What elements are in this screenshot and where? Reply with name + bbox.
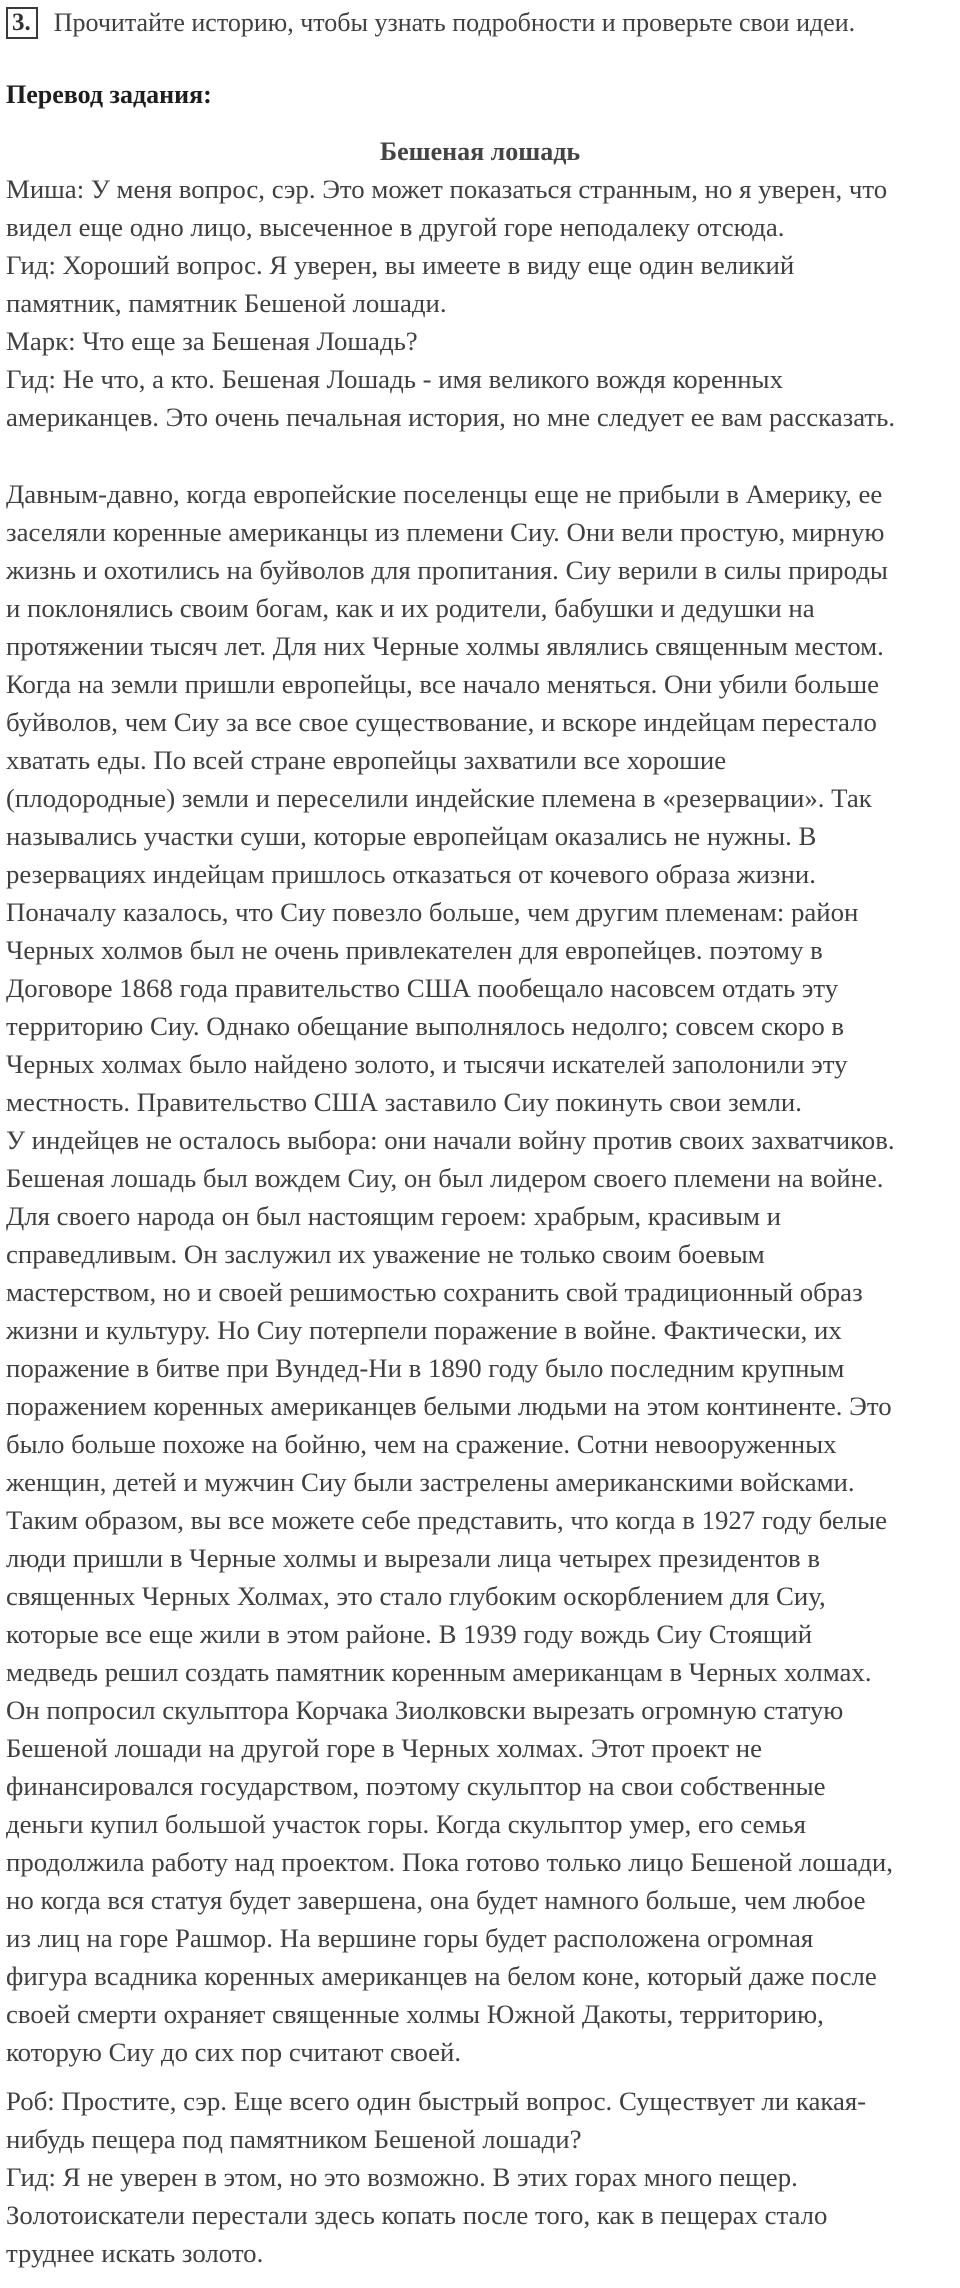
text-line: жизни и культуру. Но Сиу потерпели поражение в войне. Фактически, их bbox=[6, 1315, 842, 1345]
task-number-badge: 3. bbox=[6, 7, 38, 39]
text-line: назывались участки суши, которые европейцам оказались не нужны. В bbox=[6, 821, 817, 851]
text-line: Роб: Простите, сэр. Еще всего один быстрый вопрос. Существует ли какая- bbox=[6, 2086, 867, 2116]
text-line: женщин, детей и мужчин Сиу были застрелены американскими войсками. bbox=[6, 1467, 855, 1497]
dialogue-intro bbox=[6, 170, 958, 436]
text-line: Поначалу казалось, что Сиу повезло больше, чем другим племенам: район bbox=[6, 897, 859, 927]
dialogue-outro bbox=[6, 2082, 958, 2272]
text-line: мастерством, но и своей решимостью сохранить свой традиционный образ bbox=[6, 1277, 863, 1307]
text-line: которые все еще жили в этом районе. В 1939 году вождь Сиу Стоящий bbox=[6, 1619, 813, 1649]
task-header bbox=[6, 6, 855, 40]
text-line: которую Сиу до сих пор считают своей. bbox=[6, 2037, 462, 2067]
text-line: Гид: Я не уверен в этом, но это возможно. В этих горах много пещер. bbox=[6, 2162, 798, 2192]
text-line: Когда на земли пришли европейцы, все начало меняться. Они убили больше bbox=[6, 669, 879, 699]
text-line: У индейцев не осталось выбора: они начали войну против своих захватчиков. bbox=[6, 1125, 895, 1155]
text-line: Черных холмах было найдено золото, и тысячи искателей заполонили эту bbox=[6, 1049, 848, 1079]
text-line: продолжила работу над проектом. Пока готово только лицо Бешеной лошади, bbox=[6, 1847, 893, 1877]
text-line: фигура всадника коренных американцев на белом коне, который даже после bbox=[6, 1961, 877, 1991]
text-line: американцев. Это очень печальная история, но мне следует ее вам рассказать. bbox=[6, 402, 896, 432]
text-line: Гид: Не что, а кто. Бешеная Лошадь - имя великого вождя коренных bbox=[6, 364, 783, 394]
text-line: Он попросил скульптора Корчака Зиолковски вырезать огромную статую bbox=[6, 1695, 844, 1725]
text-line: из лиц на горе Рашмор. На вершине горы будет расположена огромная bbox=[6, 1923, 814, 1953]
text-line: справедливым. Он заслужил их уважение не только своим боевым bbox=[6, 1239, 765, 1269]
text-line: поражением коренных американцев белыми людьми на этом континенте. Это bbox=[6, 1391, 892, 1421]
text-line: священных Черных Холмах, это стало глубоким оскорблением для Сиу, bbox=[6, 1581, 826, 1611]
text-line: люди пришли в Черные холмы и вырезали лица четырех президентов в bbox=[6, 1543, 821, 1573]
text-line: и поклонялись своим богам, как и их родители, бабушки и дедушки на bbox=[6, 593, 815, 623]
text-line: Черных холмов был не очень привлекателен для европейцев. поэтому в bbox=[6, 935, 823, 965]
text-line: заселяли коренные американцы из племени Сиу. Они вели простую, мирную bbox=[6, 517, 885, 547]
text-line: финансировался государством, поэтому скульптор на свои собственные bbox=[6, 1771, 826, 1801]
text-line: Бешеной лошади на другой горе в Черных холмах. Этот проект не bbox=[6, 1733, 762, 1763]
text-line: (плодородные) земли и переселили индейские племена в «резервации». Так bbox=[6, 783, 872, 813]
text-line: Договоре 1868 года правительство США пообещало насовсем отдать эту bbox=[6, 973, 839, 1003]
text-line: нибудь пещера под памятником Бешеной лошади? bbox=[6, 2124, 582, 2154]
narrative-text bbox=[6, 475, 958, 2071]
text-line: территорию Сиу. Однако обещание выполнялось недолго; совсем скоро в bbox=[6, 1011, 845, 1041]
text-line: протяжении тысяч лет. Для них Черные холмы являлись священным местом. bbox=[6, 631, 884, 661]
text-line: труднее искать золото. bbox=[6, 2238, 264, 2268]
text-line: но когда вся статуя будет завершена, она будет намного больше, чем любое bbox=[6, 1885, 866, 1915]
text-line: Таким образом, вы все можете себе представить, что когда в 1927 году белые bbox=[6, 1505, 888, 1535]
text-line: поражение в битве при Вундед-Ни в 1890 году было последним крупным bbox=[6, 1353, 845, 1383]
text-line: медведь решил создать памятник коренным американцам в Черных холмах. bbox=[6, 1657, 872, 1687]
section-heading: Перевод задания: bbox=[6, 80, 212, 109]
task-instruction: Прочитайте историю, чтобы узнать подробности и проверьте свои идеи. bbox=[53, 8, 856, 37]
text-line: Миша: У меня вопрос, сэр. Это может показаться странным, но я уверен, что bbox=[6, 174, 888, 204]
text-line: Давным-давно, когда европейские поселенцы еще не прибыли в Америку, ее bbox=[6, 479, 883, 509]
text-line: Для своего народа он был настоящим героем: храбрым, красивым и bbox=[6, 1201, 781, 1231]
text-line: Золотоискатели перестали здесь копать после того, как в пещерах стало bbox=[6, 2200, 828, 2230]
story-title: Бешеная лошадь bbox=[379, 137, 581, 166]
text-line: Гид: Хороший вопрос. Я уверен, вы имеете в виду еще один великий bbox=[6, 250, 795, 280]
text-line: жизнь и охотились на буйволов для пропитания. Сиу верили в силы природы bbox=[6, 555, 888, 585]
text-line: было больше похоже на бойню, чем на сражение. Сотни невооруженных bbox=[6, 1429, 837, 1459]
text-line: видел еще одно лицо, высеченное в другой горе неподалеку отсюда. bbox=[6, 212, 785, 242]
text-line: памятник, памятник Бешеной лошади. bbox=[6, 288, 447, 318]
text-line: хватать еды. По всей стране европейцы захватили все хорошие bbox=[6, 745, 727, 775]
text-line: своей смерти охраняет священные холмы Южной Дакоты, территорию, bbox=[6, 1999, 824, 2029]
text-line: Марк: Что еще за Бешеная Лошадь? bbox=[6, 326, 418, 356]
text-line: деньги купил большой участок горы. Когда скульптор умер, его семья bbox=[6, 1809, 806, 1839]
text-line: резервациях индейцам пришлось отказаться от кочевого образа жизни. bbox=[6, 859, 816, 889]
text-line: буйволов, чем Сиу за все свое существование, и вскоре индейцам перестало bbox=[6, 707, 877, 737]
text-line: местность. Правительство США заставило Сиу покинуть свои земли. bbox=[6, 1087, 802, 1117]
text-line: Бешеная лошадь был вождем Сиу, он был лидером своего племени на войне. bbox=[6, 1163, 884, 1193]
